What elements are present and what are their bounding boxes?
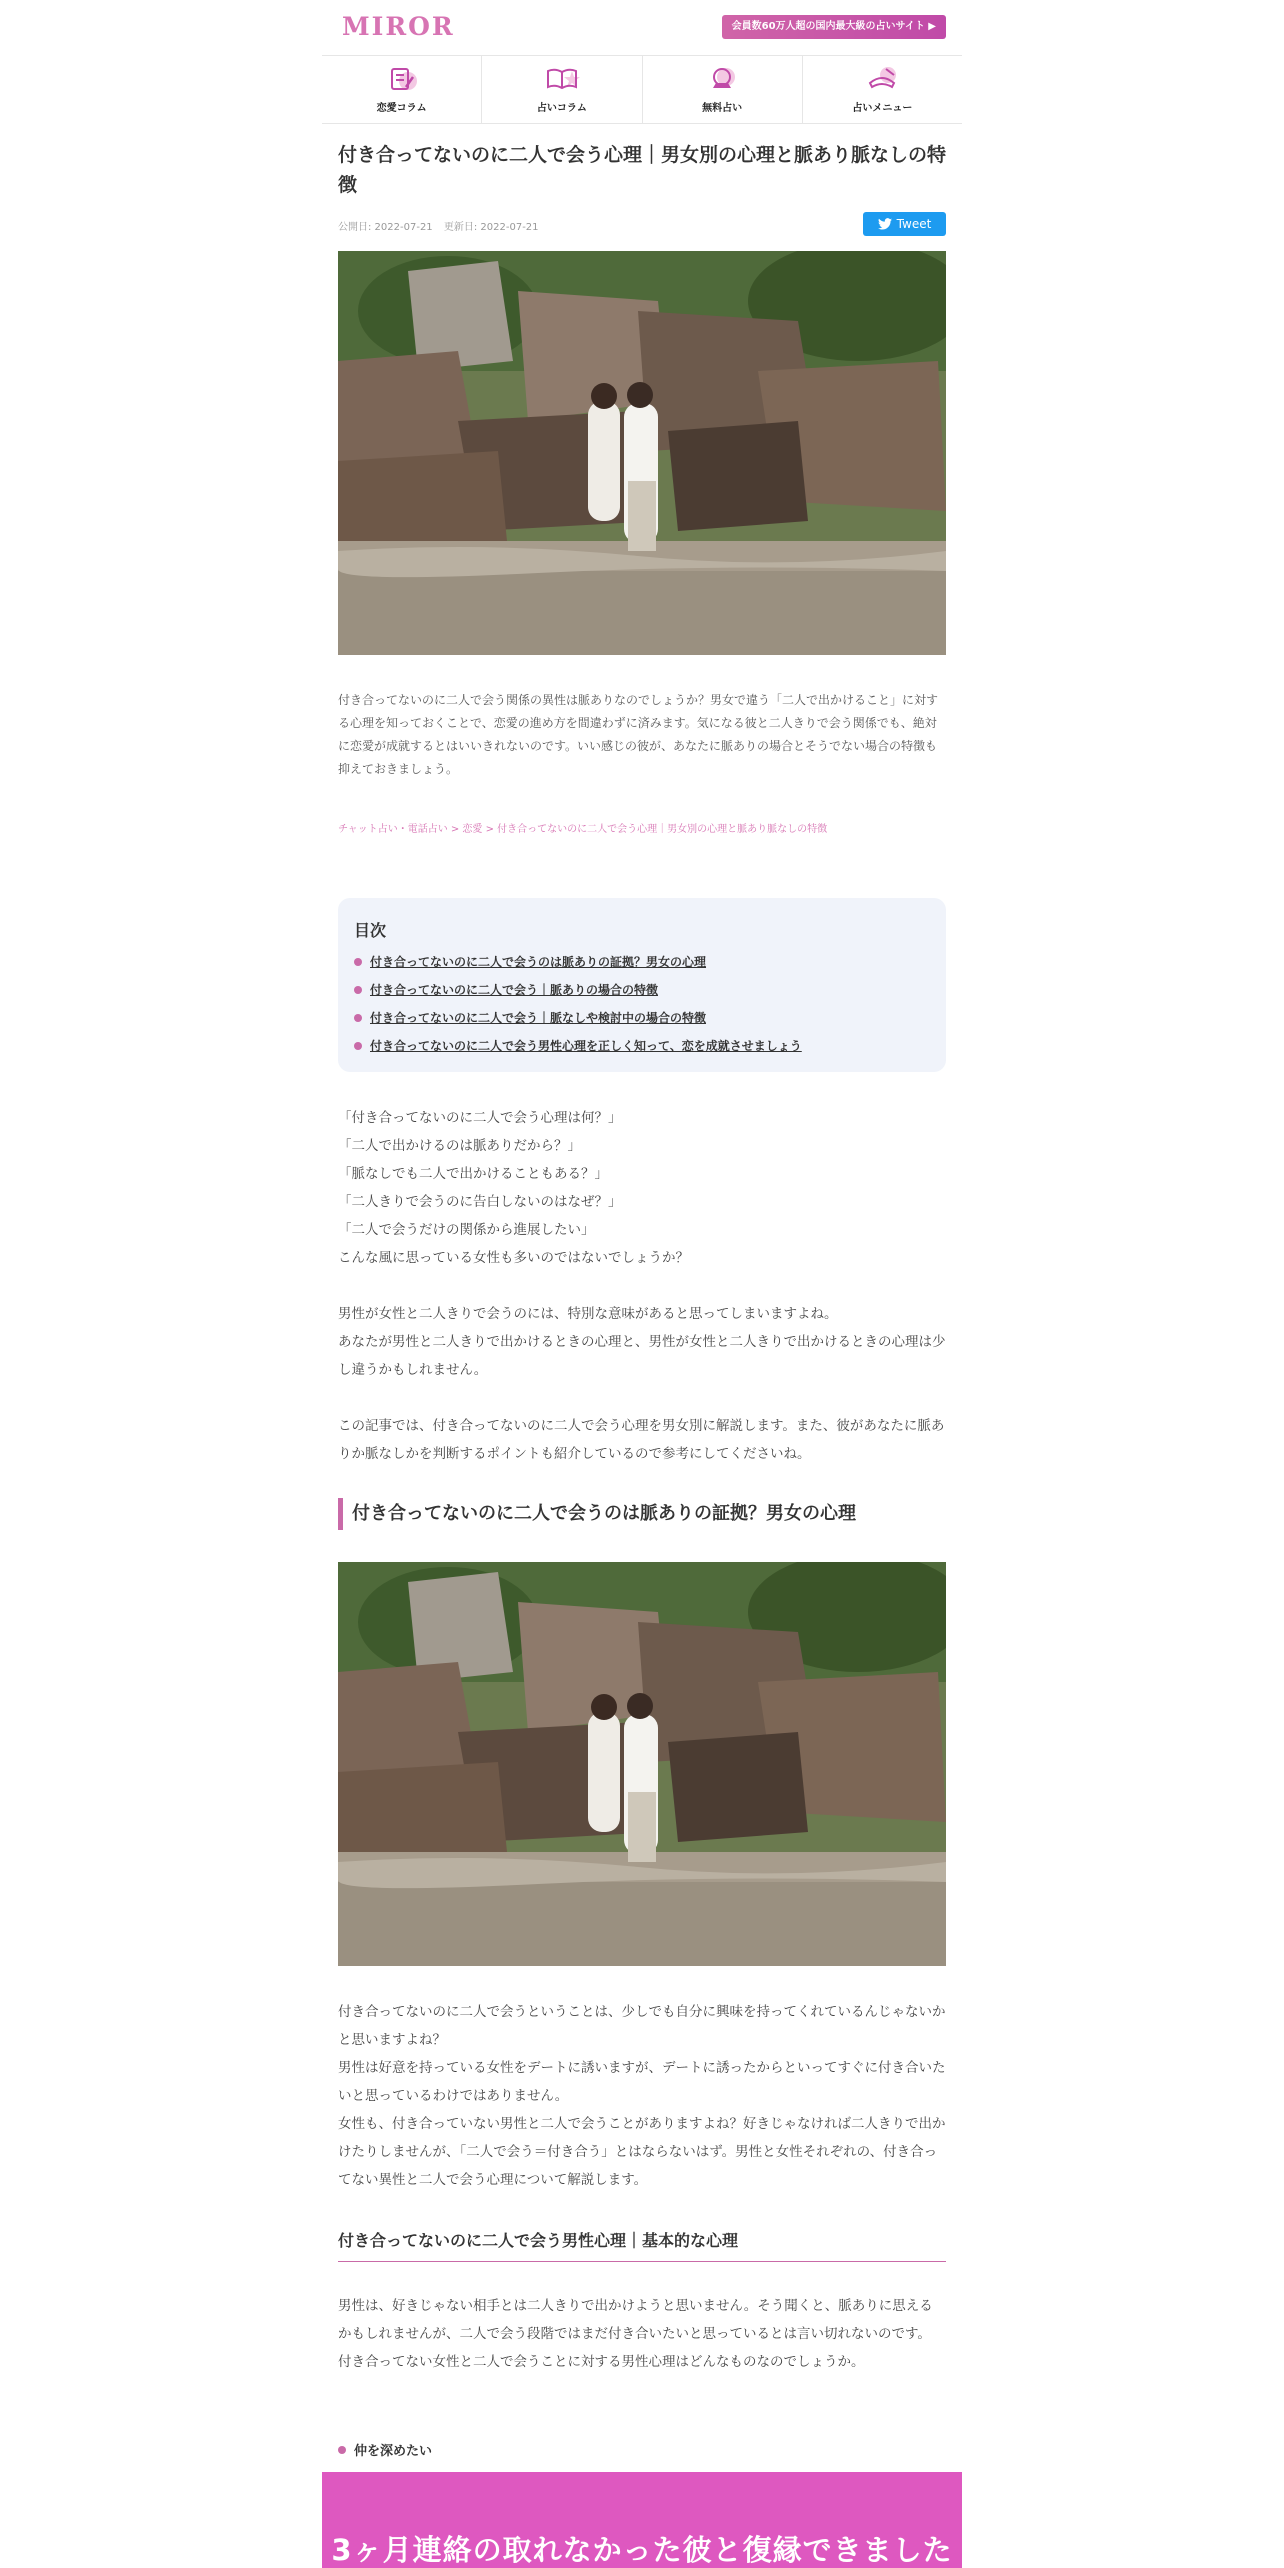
toc-item[interactable] <box>354 1032 802 1060</box>
notebook-pen-icon <box>382 65 422 93</box>
toc-item-label[interactable]: 付き合ってないのに二人で会うのは脈ありの証拠？男女の心理 <box>370 955 707 969</box>
bullet-label: 仲を深めたい <box>354 2444 433 2459</box>
toc-item-label[interactable]: 付き合ってないのに二人で会う男性心理を正しく知って、恋を成就させましょう <box>370 1039 802 1053</box>
nav-item-fortune-menu[interactable] <box>803 56 962 123</box>
couple-photo-illustration <box>338 251 946 655</box>
question-line: 「脈なしでも二人で出かけることもある？」 <box>338 1166 608 1182</box>
bullet-dot-icon <box>354 1014 362 1022</box>
toc-item[interactable] <box>354 976 802 1004</box>
section-heading: 付き合ってないのに二人で会うのは脈ありの証拠？男女の心理 <box>338 1498 946 1530</box>
body-line: 女性も、付き合っていない男性と二人で会うことがありますよね？好きじゃなければ二人きりで出かけたりしませんが、「二人で会う＝付き合う」とはならないはず。男性と女性それぞれの、付き合ってない異性と二人で会う心理について解説します。 <box>338 2116 946 2188</box>
promo-banner[interactable] <box>322 2472 962 2568</box>
body-line: 付き合ってないのに二人で会うということは、少しでも自分に興味を持ってくれているんじゃないかと思いますよね？ <box>338 2004 946 2048</box>
open-book-star-icon <box>542 65 582 93</box>
article-title: 付き合ってないのに二人で会う心理｜男女別の心理と脈あり脈なしの特徴 <box>338 144 947 196</box>
tweet-label: Tweet <box>896 217 932 231</box>
hero-image <box>338 251 946 655</box>
site-logo[interactable]: MIROR <box>342 12 455 41</box>
nav-item-love-column[interactable] <box>322 56 482 123</box>
toc-item[interactable] <box>354 1004 802 1032</box>
body-paragraph: この記事では、付き合ってないのに二人で会う心理を男女別に解説します。また、彼があなたに脈ありか脈なしかを判断するポイントも紹介しているので参考にしてくださいね。 <box>338 1418 945 1462</box>
nav-item-label: 無料占い <box>702 103 743 114</box>
body-paragraph <box>338 1300 946 1384</box>
phone-handset-icon <box>862 65 902 93</box>
body-line: 男性は、好きじゃない相手とは二人きりで出かけようと思いません。そう聞くと、脈ありに思えるかもしれませんが、二人で会う段階ではまだ付き合いたいと思っているとは言い切れないのです。 <box>338 2298 933 2342</box>
twitter-bird-icon <box>878 218 892 230</box>
question-line: こんな風に思っている女性も多いのではないでしょうか？ <box>338 1250 689 1266</box>
bullet-dot-icon <box>354 958 362 966</box>
body-paragraph <box>338 2292 946 2376</box>
article-intro: 付き合ってないのに二人で会う関係の異性は脈ありなのでしょうか？男女で違う「二人で出かけること」に対する心理を知っておくことで、恋愛の進め方を間違わずに済みます。気になる彼と二人きりで会う関係でも、絶対に恋愛が成就するとはいいきれないのです。いい感じの彼が、あなたに脈ありの場合とそうでない場合の特徴も抑えておきましょう。 <box>338 693 939 776</box>
couple-photo-illustration <box>338 1562 946 1966</box>
published-date: 公開日: 2022-07-21 <box>338 222 433 233</box>
site-header <box>322 0 962 56</box>
breadcrumb[interactable]: チャット占い・電話占い > 恋愛 > 付き合ってないのに二人で会う心理｜男女別の心理と脈あり脈なしの特徴 <box>338 824 828 835</box>
banner-headline: 3ヶ月連絡の取れなかった彼と復縁できました <box>331 2533 953 2567</box>
nav-item-label: 恋愛コラム <box>376 103 427 114</box>
body-paragraph <box>338 1998 946 2194</box>
bullet-dot-icon <box>354 986 362 994</box>
table-of-contents <box>338 898 946 1072</box>
nav-item-free-fortune[interactable] <box>643 56 803 123</box>
nav-item-fortune-column[interactable] <box>482 56 642 123</box>
page-column <box>322 0 962 2568</box>
section-image <box>338 1562 946 1966</box>
crystal-ball-icon <box>702 65 742 93</box>
promo-button[interactable]: 会員数60万人超の国内最大級の占いサイト ▶ <box>722 15 946 39</box>
updated-date: 更新日: 2022-07-21 <box>443 222 539 233</box>
tweet-button[interactable] <box>863 212 946 236</box>
bullet-dot-icon <box>354 1042 362 1050</box>
question-line: 「付き合ってないのに二人で会う心理は何？」 <box>338 1110 622 1126</box>
bullet-heading <box>338 2440 946 2459</box>
toc-list <box>354 948 802 1060</box>
question-line: 「二人で出かけるのは脈ありだから？」 <box>338 1138 581 1154</box>
bullet-dot-icon <box>338 2446 346 2454</box>
body-line: あなたが男性と二人きりで出かけるときの心理と、男性が女性と二人きりで出かけるときの心理は少し違うかもしれません。 <box>338 1334 946 1378</box>
question-list <box>338 1104 946 1272</box>
question-line: 「二人で会うだけの関係から進展したい」 <box>338 1222 595 1238</box>
toc-item-label[interactable]: 付き合ってないのに二人で会う｜脈ありの場合の特徴 <box>370 983 659 997</box>
nav-item-label: 占いメニュー <box>852 103 913 114</box>
toc-item-label[interactable]: 付き合ってないのに二人で会う｜脈なしや検討中の場合の特徴 <box>370 1011 707 1025</box>
question-line: 「二人きりで会うのに告白しないのはなぜ？」 <box>338 1194 622 1210</box>
nav-item-label: 占いコラム <box>536 103 587 114</box>
toc-title: 目次 <box>354 921 387 940</box>
category-nav <box>322 56 962 124</box>
toc-item[interactable] <box>354 948 802 976</box>
subsection-heading: 付き合ってないのに二人で会う男性心理｜基本的な心理 <box>338 2226 946 2262</box>
body-line: 男性は好意を持っている女性をデートに誘いますが、デートに誘ったからといってすぐに付き合いたいと思っているわけではありません。 <box>338 2060 946 2104</box>
body-line: 男性が女性と二人きりで会うのには、特別な意味があると思ってしまいますよね。 <box>338 1306 838 1322</box>
article-dates <box>338 218 946 233</box>
body-line: 付き合ってない女性と二人で会うことに対する男性心理はどんなものなのでしょうか。 <box>338 2354 865 2370</box>
